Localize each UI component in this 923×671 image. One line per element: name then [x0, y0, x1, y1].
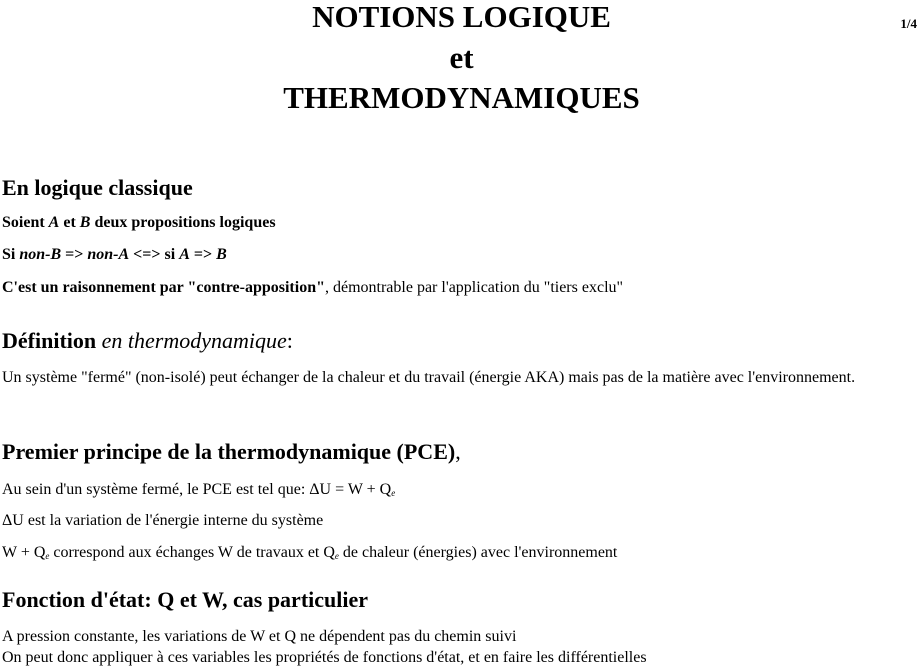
- definition-heading-main: Définition: [2, 328, 102, 353]
- premier-line-3-b: correspond aux échanges W de travaux et Q: [49, 544, 335, 561]
- logic-line-2-g: =>: [189, 246, 217, 263]
- fonction-line-1: A pression constante, les variations de W et Q ne dépendent pas du chemin suivi: [2, 628, 517, 645]
- logic-line-3: [2, 278, 623, 298]
- title-line-1: NOTIONS LOGIQUE: [312, 0, 611, 34]
- definition-heading-tail: :: [286, 328, 293, 353]
- premier-line-3-a: W + Q: [2, 544, 46, 561]
- logic-line-2-e: <=> si: [129, 246, 180, 263]
- logic-line-2-h: B: [216, 246, 227, 263]
- definition-heading-italic: en thermodynamique: [101, 328, 287, 353]
- premier-heading-tail: ,: [455, 439, 461, 464]
- logic-line-2-d: non-A: [87, 246, 130, 263]
- fonction-line-2: On peut donc appliquer à ces variables les propriétés de fonctions d'état, et en faire les différentielles: [2, 649, 647, 666]
- logic-line-2-c: =>: [61, 246, 88, 263]
- logic-heading: En logique classique: [2, 175, 193, 200]
- premier-heading-main: Premier principe de la thermodynamique (PCE): [2, 439, 456, 464]
- title-line-3: THERMODYNAMIQUES: [283, 80, 640, 115]
- logic-line-1-c: et: [59, 214, 80, 231]
- logic-line-2-b: non-B: [19, 246, 62, 263]
- premier-line-2: ΔU est la variation de l'énergie interne du système: [2, 512, 324, 529]
- logic-line-1-prop-b: B: [79, 214, 91, 231]
- premier-line-1-sub: e: [391, 488, 396, 498]
- logic-line-3-bold: C'est un raisonnement par "contre-apposition": [2, 279, 325, 296]
- logic-line-3-rest: , démontrable par l'application du "tiers exclu": [324, 279, 624, 296]
- page-number: 1/4: [900, 16, 917, 31]
- premier-line-3-sub1: e: [45, 551, 50, 561]
- premier-line-3: [2, 543, 617, 566]
- title-line-2: et: [449, 40, 474, 75]
- logic-line-1-prop-a: A: [48, 214, 60, 231]
- premier-line-1-text: Au sein d'un système fermé, le PCE est tel que: ΔU = W + Q: [2, 481, 392, 498]
- premier-heading: [2, 439, 461, 465]
- premier-line-3-sub2: e: [334, 551, 339, 561]
- logic-line-1: [2, 213, 276, 233]
- definition-text: Un système "fermé" (non-isolé) peut échanger de la chaleur et du travail (énergie AKA) mais pas de la matière avec l'environnement.: [2, 369, 856, 386]
- logic-line-1-e: deux propositions logiques: [90, 214, 276, 231]
- definition-heading: [2, 328, 293, 354]
- logic-line-2-f: A: [179, 246, 190, 263]
- logic-line-2: [2, 245, 227, 265]
- logic-line-1-a: Soient: [2, 214, 49, 231]
- fonction-heading: Fonction d'état: Q et W, cas particulier: [2, 587, 369, 612]
- premier-line-3-c: de chaleur (énergies) avec l'environnement: [338, 544, 618, 561]
- logic-line-2-a: Si: [2, 246, 20, 263]
- premier-line-1: [2, 480, 395, 503]
